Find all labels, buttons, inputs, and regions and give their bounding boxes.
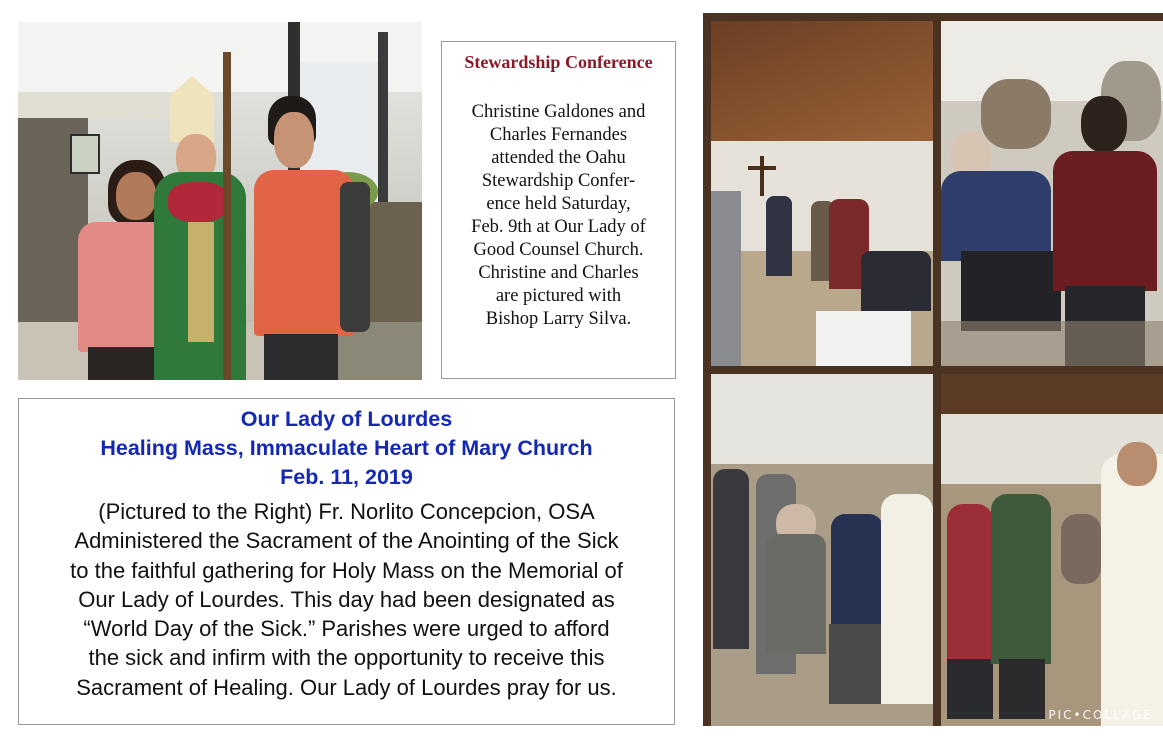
healing-line: (Pictured to the Right) Fr. Norlito Concepcion, OSA: [98, 499, 595, 524]
collage-photo-anointing: [941, 374, 1163, 726]
collage-watermark: PIC•COLLAGE: [1048, 708, 1153, 722]
healing-line: Sacrament of Healing. Our Lady of Lourdes pray for us.: [76, 674, 617, 700]
healing-line: to the faithful gathering for Holy Mass on the Memorial of: [70, 557, 623, 583]
healing-line: the sick and infirm with the opportunity to receive this: [88, 645, 605, 671]
healing-date: Feb. 11, 2019: [280, 465, 413, 489]
stewardship-line: are pictured with: [495, 286, 622, 306]
stewardship-line: ence held Saturday,: [486, 194, 631, 214]
bishop-photo: [18, 22, 422, 380]
healing-titles: [19, 405, 674, 492]
stewardship-line: Christine and Charles: [478, 263, 639, 283]
stewardship-line: Christine Galdones and: [471, 102, 646, 122]
stewardship-line: Charles Fernandes: [489, 125, 628, 145]
stewardship-line: Feb. 9th at Our Lady of: [471, 217, 646, 237]
healing-line: “World Day of the Sick.” Parishes were urged to afford: [83, 616, 610, 642]
healing-line: Administered the Sacrament of the Anointing of the Sick: [74, 528, 619, 554]
healing-mass-box: [18, 398, 675, 725]
stewardship-line: Stewardship Confer-: [481, 171, 636, 191]
collage-photo-line: [711, 374, 933, 726]
stewardship-body: [448, 101, 669, 331]
stewardship-box: [441, 41, 676, 379]
stewardship-title: Stewardship Conference: [464, 52, 653, 72]
collage-photo-wheelchair: [941, 21, 1163, 366]
stewardship-line: Bishop Larry Silva.: [485, 309, 632, 329]
healing-title: Our Lady of Lourdes: [240, 407, 453, 431]
healing-body: [19, 497, 674, 702]
photo-collage: [703, 13, 1163, 726]
stewardship-line: attended the Oahu: [491, 148, 626, 168]
collage-photo-altar: [711, 21, 933, 366]
healing-subtitle: Healing Mass, Immaculate Heart of Mary Church: [100, 436, 593, 460]
healing-line: Our Lady of Lourdes. This day had been designated as: [78, 586, 615, 612]
stewardship-line: Good Counsel Church.: [473, 240, 644, 260]
